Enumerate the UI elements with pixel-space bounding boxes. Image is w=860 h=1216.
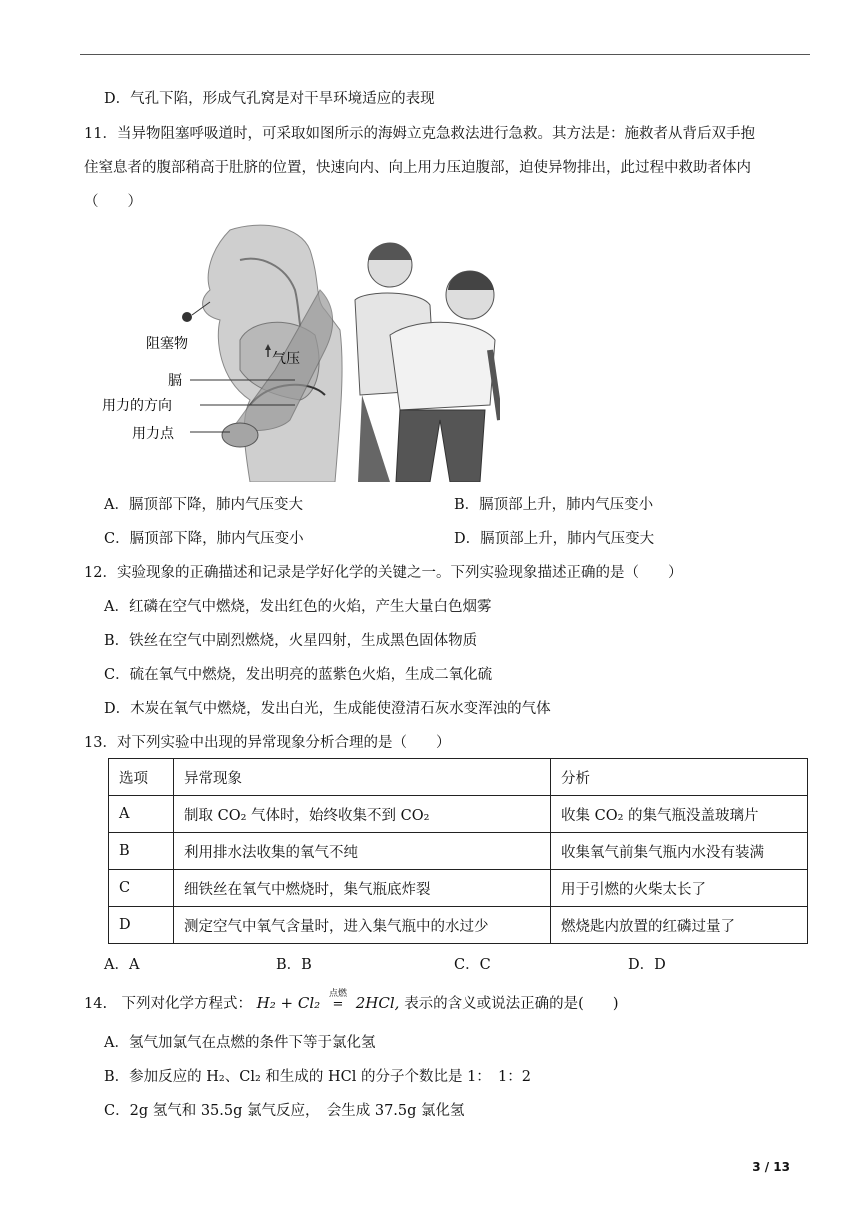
table-row xyxy=(109,833,808,870)
table-header-cell: 分析 xyxy=(551,759,808,796)
table-header-row xyxy=(109,759,808,796)
label-pressure: 气压 xyxy=(272,351,300,367)
label-diaphragm: 膈 xyxy=(168,373,182,389)
q11-stem-line3: （ ） xyxy=(84,194,142,210)
q11-stem-line1: 11．当异物阻塞呼吸道时，可采取如图所示的海姆立克急救法进行急救。其方法是：施救者从背后双手抱 xyxy=(84,126,755,142)
table-row xyxy=(109,796,808,833)
q12-option-c: C．硫在氧气中燃烧，发出明亮的蓝紫色火焰，生成二氧化硫 xyxy=(104,667,493,683)
page-number: 3 / 13 xyxy=(752,1160,790,1174)
q11-option-b: B．膈顶部上升，肺内气压变小 xyxy=(454,497,654,513)
q14-prefix: 14. 下列对化学方程式： xyxy=(84,996,253,1012)
table-cell: 燃烧匙内放置的红磷过量了 xyxy=(551,907,808,944)
table-header-cell: 异常现象 xyxy=(174,759,551,796)
q11-option-d: D．膈顶部上升，肺内气压变大 xyxy=(454,531,655,547)
q12-option-d: D．木炭在氧气中燃烧，发出白光，生成能使澄清石灰水变浑浊的气体 xyxy=(104,701,551,717)
q14-option-a: A．氢气加氯气在点燃的条件下等于氯化氢 xyxy=(104,1035,376,1051)
q14-option-c: C．2g 氢气和 35.5g 氯气反应， 会生成 37.5g 氯化氢 xyxy=(104,1103,465,1119)
q12-stem: 12．实验现象的正确描述和记录是学好化学的关键之一。下列实验现象描述正确的是（ ） xyxy=(84,565,683,581)
table-cell: 收集氧气前集气瓶内水没有装满 xyxy=(551,833,808,870)
equation-sign: = xyxy=(332,997,344,1012)
label-force-point: 用力点 xyxy=(132,426,174,442)
table-cell: 用于引燃的火柴太长了 xyxy=(551,870,808,907)
q13-option-a: A．A xyxy=(104,957,140,973)
table-row xyxy=(109,870,808,907)
table-cell: B xyxy=(109,833,174,870)
q11-option-c: C．膈顶部下降，肺内气压变小 xyxy=(104,531,304,547)
table-cell: 测定空气中氧气含量时，进入集气瓶中的水过少 xyxy=(174,907,551,944)
q11-stem-line2: 住窒息者的腹部稍高于肚脐的位置，快速向内、向上用力压迫腹部，迫使异物排出，此过程中救助者体内 xyxy=(84,160,751,176)
table-row xyxy=(109,907,808,944)
q11-option-a: A．膈顶部下降，肺内气压变大 xyxy=(104,497,303,513)
q14-suffix: 表示的含义或说法正确的是( ) xyxy=(404,996,619,1012)
q12-option-a: A．红磷在空气中燃烧，发出红色的火焰，产生大量白色烟雾 xyxy=(104,599,492,615)
q13-stem: 13．对下列实验中出现的异常现象分析合理的是（ ） xyxy=(84,735,451,751)
table-cell: 细铁丝在氧气中燃烧时，集气瓶底炸裂 xyxy=(174,870,551,907)
header-rule xyxy=(80,54,810,55)
equation-condition xyxy=(325,989,351,1015)
q14-equation xyxy=(256,989,405,1012)
table-header-cell: 选项 xyxy=(109,759,174,796)
q10-option-d: D．气孔下陷，形成气孔窝是对干旱环境适应的表现 xyxy=(104,91,435,107)
rescuer-and-victim-illustration xyxy=(355,243,500,482)
equation-left: H₂ + Cl₂ xyxy=(256,994,321,1012)
table-cell: C xyxy=(109,870,174,907)
table-cell: A xyxy=(109,796,174,833)
equation-condition-label: 点燃 xyxy=(328,989,347,999)
cutaway-torso-illustration xyxy=(182,225,342,482)
q13-table xyxy=(108,758,808,944)
q12-option-b: B．铁丝在空气中剧烈燃烧，火星四射，生成黑色固体物质 xyxy=(104,633,478,649)
table-cell: 制取 CO₂ 气体时，始终收集不到 CO₂ xyxy=(174,796,551,833)
q14-option-b: B．参加反应的 H₂、Cl₂ 和生成的 HCl 的分子个数比是 1： 1：2 xyxy=(104,1069,532,1085)
q13-option-c: C．C xyxy=(454,957,491,973)
table-cell: 利用排水法收集的氧气不纯 xyxy=(174,833,551,870)
label-obstruction: 阻塞物 xyxy=(146,336,188,352)
table-cell: 收集 CO₂ 的集气瓶没盖玻璃片 xyxy=(551,796,808,833)
q13-option-d: D．D xyxy=(628,957,666,973)
table-cell: D xyxy=(109,907,174,944)
equation-right: 2HCl, xyxy=(355,994,400,1012)
heimlich-figure xyxy=(100,220,500,482)
q14-stem xyxy=(84,989,619,1015)
label-force-direction: 用力的方向 xyxy=(102,398,172,414)
q13-option-b: B．B xyxy=(276,957,312,973)
